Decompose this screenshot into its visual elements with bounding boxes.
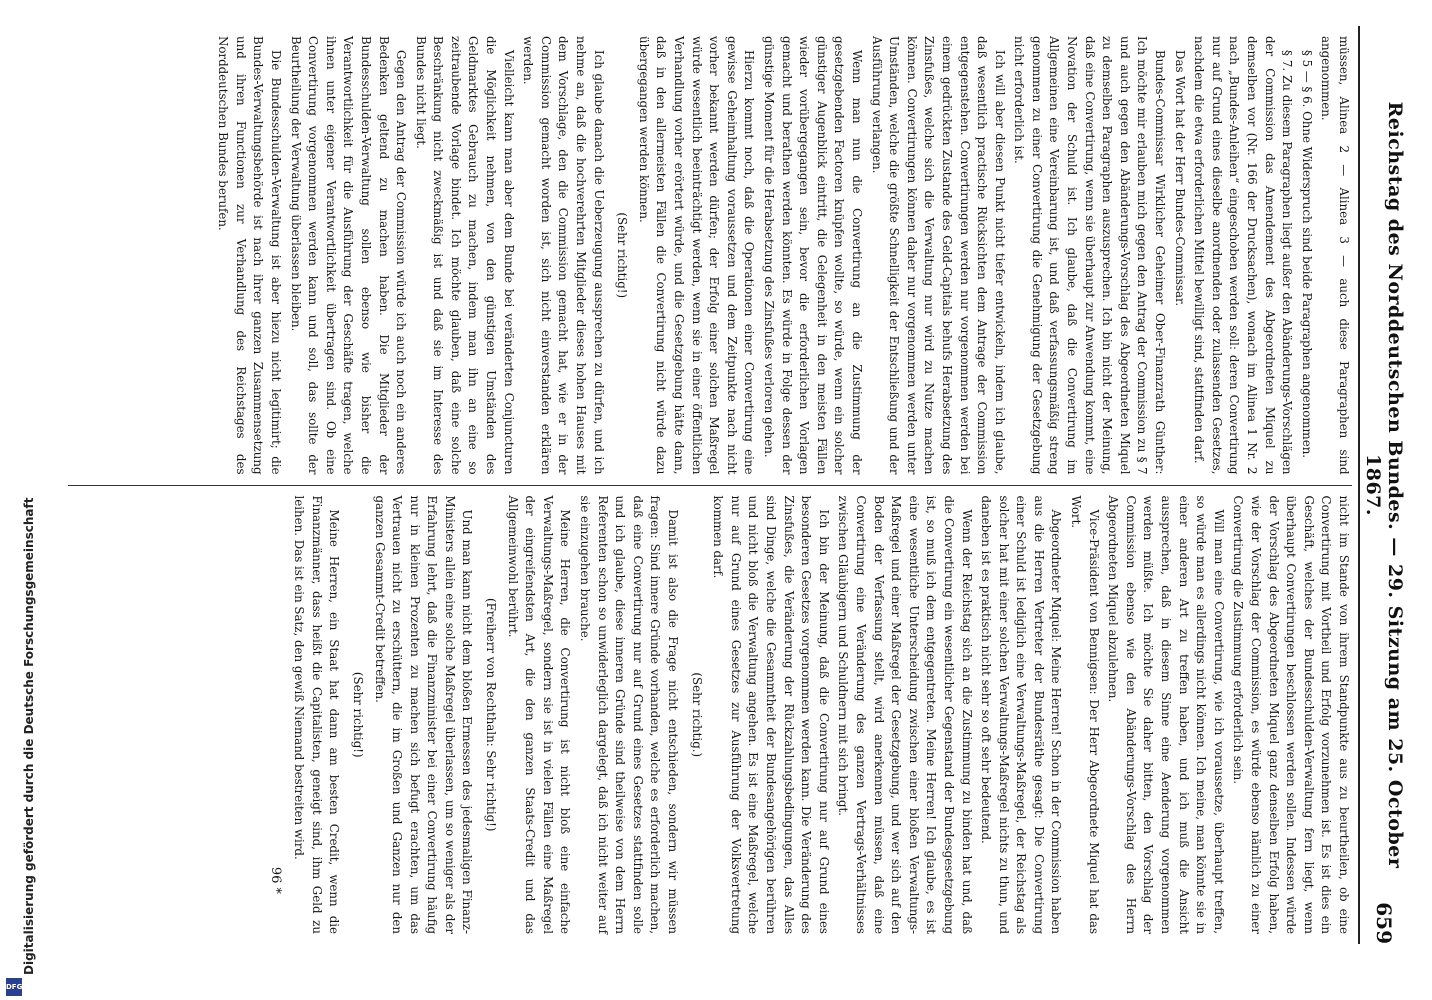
rotated-page-content — [48, 6, 1418, 964]
interjection-note: (Freiherr von Rechthaln: Sehr richtig!) — [484, 597, 499, 832]
paragraph: Die Bundesschulden-Verwaltung ist aber hiezu nicht legitimirt; die Bundes-Verwaltungsbehörde ist nach ihrer ganzen Zusammensetzung und ihren Functionen zur Verhandlung des Reichstages des Norddeutschen Bundes berufen. — [216, 36, 283, 475]
paragraph: Und man kann nicht dem bloßen Ermessen des jedesmaligen Finanz-Ministers allein eine solche Maßregel überlassen, um so weniger als der Erfahrung lehrt, daß die Finanzminister bei einer Convertirung häufig nur in kleinen Prozenten zu machen sich befugt erachten, um das Vertrauen nicht zu erschüttern, die im Großen und Ganzen nur den ganzen Gesammt-Credit betreffen. — [372, 495, 475, 934]
paragraph: Gegen den Antrag der Commission würde ich auch noch ein anderes Bedenken geltend zu machen haben. Die Mitglieder der Bundesschulden-Verwaltung sollen ebenso wie bisher die Verantwortlichkeit für die Ausführung der Geschäfte tragen, welche ihnen unter eigener Verantwortlichkeit übertragen sind. Ob eine Convertirung vorgenommen werden kann und soll, das sollte der Beurtheilung der Verwaltung überlassen bleiben. — [288, 36, 409, 475]
speech-paragraph: Bundes-Commissar Wirklicher Geheimer Ober-Finanzrath Günther: Ich möchte mir erlauben mich gegen den Antrag der Commission zu § 7 und auch gegen den Abänderungs-Vorschlag des Abgeordneten Miquel zu demselben Paragraphen auszusprechen. Ich bin nicht der Meinung, daß eine Convertirung, wenn sie überhaupt zur Anwendung kommt, eine Novation der Schuld ist. Ich glaube, daß die Convertirung im Allgemeinen eine Vereinbarung ist, und daß verfassungsmäßig streng genommen zu einer Convertirung die Genehmigung der Gesetzgebung nicht erforderlich ist. — [1012, 36, 1168, 475]
column-left — [68, 26, 1352, 485]
paragraph: § 5 — § 6. Ohne Widerspruch sind beide Paragraphen angenommen. — [1299, 50, 1314, 459]
column-right — [68, 486, 1352, 945]
speaker-intro: Vice-Präsident von Bennigsen: Der Herr Abgeordnete Miquel hat das Wort. — [1069, 495, 1101, 934]
paragraph: Ich will aber diesen Punkt nicht tiefer entwickeln, indem ich glaube, daß wesentlich practische Rücksichten dem Antrage der Commission entgegenstehen. Convertirungen werden nur vorgenommen werden bei einem gedrückten Zustande des Geld-Capitals behufs Herabsetzung des Zinsfußes, welche sich die Verwaltung nur wird zu Nutze machen können. Convertirungen können daher nur vorgenommen werden unter Umständen, welche die größte Schnelligkeit der Entschließung und der Ausführung verlangen. — [869, 36, 1007, 475]
paragraph: müssen, Alinea 2 — Alinea 3 — auch diese Paragraphen sind angenommen. — [1319, 36, 1351, 475]
paragraph: Wenn man nun die Convertirung an die Zustimmung der gesetzgebenden Factoren knüpfen wollte, so würde, wenn ein solcher günstiger Augenblick eintritt, die Gelegenheit in den meisten Fällen wieder vorübergegangen sein, bevor die erforderlichen Vorlagen gemacht und berathen werden könnten. Es würde in Folge dessen der günstige Moment für die Herabsetzung des Zinsfußes verloren gehen. — [762, 36, 864, 475]
paragraph: Wenn der Reichstag sich an die Zustimmung zu binden hat und, daß die Convertirung ein wesentlicher Gegenstand der Bundesgesetzgebung ist, so muß ich dem entgegentreten. Meine Herren! Ich glaube, es ist eine wesentliche Unterscheidung zwischen einer bloßen Verwaltungs-Maßregel und einer Maßregel der Gesetzgebung, und wer sich auf den Boden der Verfassung stellt, wird anerkennen müssen, daß eine Convertirung eine Veränderung des ganzen Vertrags-Verhältnisses zwischen Gläubigern und Schuldnern mit sich bringt. — [836, 495, 974, 934]
sheet-signature: 96 * — [267, 866, 283, 894]
speech-paragraph: Abgeordneter Miquel: Meine Herren! Schon in der Commission haben aus die Herren Vertreter der Bundesräthe gesagt: Die Convertirung einer Schuld ist lediglich eine Verwaltungs-Maßregel, der Reichstag als solcher hat mit einer solchen Verwaltungs-Maßregel nichts zu thun, und daneben ist es praktisch nicht sehr so oft sehr bedeutend. — [979, 495, 1064, 934]
applause-note: (Sehr richtig.) — [689, 672, 704, 758]
paragraph: Vielleicht kann man aber dem Bunde bei veränderten Conjuncturen die Möglichkeit nehmen, von den günstigen Umständen des Geldmarktes Gebrauch zu machen, indem man ihn an eine so zeitraubende Vorlage bindet. Ich möchte glauben, daß eine solche Beschränkung nicht zweckmäßig ist und daß sie im Interesse des Bundes nicht liegt. — [413, 36, 516, 475]
page-header — [1362, 26, 1406, 944]
paragraph: Das Wort hat der Herr Bundes-Commissar. — [1172, 50, 1187, 307]
page-number: 659 — [1372, 902, 1396, 944]
paragraph: Ich glaube danach die Ueberzeugung aussprechen zu dürfen, und ich nehme an, daß die hochverehrten Mitglieder dieses hohen Hauses mit dem Vorschlage, den die Commission gemacht hat, wie er in der Commission gemacht worden ist, sich nicht einverstanden erklären werden. — [521, 36, 606, 475]
paragraph: Damit ist also die Frage nicht entschieden, sondern wir müssen fragen: Sind innere Gründe vorhanden, welche es erforderlich machen, daß eine Convertirung nur auf Grund eines Gesetzes stattfinden solle und ich glaube, diese inneren Gründe sind theilweise von dem Herrn Referenten schon so unwiderleglich dargelegt, daß ich nicht weiter auf sie einzugehen brauche. — [578, 495, 681, 934]
paragraph: § 7. Zu diesem Paragraphen liegt außer den Abänderungs-Vorschlägen der Commission das Amendement des Abgeordneten Miquel zu demselben vor (Nr. 166 der Drucksachen), wonach im Alinea 1 Nr. 2 nach „Bundes-Anleihen“ eingeschoben werden soll: deren Convertirung nur auf Grund eines dieselbe anordnenden oder zulassenden Gesetzes, nachdem die etwa erforderlichen Mittel bewilligt sind, stattfinden darf. — [1192, 36, 1295, 475]
dfg-attribution-text: Digitalisierung gefördert durch die Deutsche Forschungsgemeinschaft — [22, 497, 36, 975]
dfg-attribution-strip — [2, 0, 36, 1000]
paragraph: Meine Herren, ein Staat hat dann am besten Credit, wenn die Finanzmänner, dass heißt die Capitalisten, geneigt sind, ihm Geld zu leihen. Das ist ein Satz, den gewiß Niemand bestreiten wird. — [292, 495, 342, 934]
scanned-page — [48, 6, 1418, 964]
dfg-logo: DFG — [6, 978, 22, 996]
paragraph: Will man eine Convertirung, wie ich voraussetze, überhaupt treffen, so würde man es allerdings nicht können. Ich meine, man könnte sie in einer anderen Art zu treffen haben, und ich muß die Ansicht aussprechen, daß in diesem Sinne eine Aenderung vorgenommen werden müßte. Ich möchte Sie daher bitten, den Vorschlag der Commission ebenso wie den Abänderungs-Vorschlag des Herrn Abgeordneten Miquel abzulehnen. — [1106, 495, 1226, 934]
applause-note: (Sehr richtig!) — [350, 671, 365, 758]
paragraph: nicht im Stande von ihrem Standpunkte aus zu beurtheilen, ob eine Convertirung mit Vortheil und Erfolg vorzunehmen ist. Es ist dies ein Geschäft, welches der Bundesschulden-Verwaltung fern liegt, wenn überhaupt Convertirungen beschlossen werden sollen. Indessen würde der Vorschlag des Abgeordneten Miquel ganz denselben Erfolg haben, wie der Vorschlag der Commission, es würde ebenso nämlich zu einer Convertirung die Zustimmung erforderlich sein. — [1231, 495, 1351, 934]
header-rule — [1358, 26, 1360, 944]
paragraph: Meine Herren, die Convertirung ist nicht bloß eine einfache Verwaltungs-Maßregel, sondern sie ist in vielen Fällen eine Maßregel der eingreifendsten Art, die den ganzen Staats-Credit und das Allgemeinwohl berührt. — [505, 495, 573, 934]
applause-note: (Sehr richtig!) — [615, 212, 630, 299]
page-header-title: Reichstag des Norddeutschen Bundes. — 29. Sitzung am 25. October 1867. — [1362, 101, 1406, 869]
paragraph: Ich bin der Meinung, daß die Convertirung nur auf Grund eines besonderen Gesetzes vorgenommen werden kann. Die Veränderung des Zinsfußes, die Veränderung der Rückzahlungsbedingungen, das Alles sind Dinge, welche die Gesammtheit der Bundesangehörigen berühren und nicht bloß die Verwaltung angehen. Es ist eine Maßregel, welche nur auf Grund eines Gesetzes zur Ausführung der Volksvertretung kommen darf. — [711, 495, 831, 934]
paragraph: Hierzu kommt noch, daß die Operationen einer Convertirung eine gewisse Geheimhaltung voraussetzen und dem Zeitpunkte nach nicht vorher bekannt werden dürfen; der Erfolg einer solchen Maßregel würde wesentlich beeinträchtigt werden, wenn sie in einer öffentlichen Verhandlung vorher erörtert würde, und die Gesetzgebung hätte dann, daß in den allermeisten Fällen die Convertirung nicht würde dazu übergegangen werden können. — [636, 36, 757, 475]
text-columns — [68, 26, 1352, 944]
